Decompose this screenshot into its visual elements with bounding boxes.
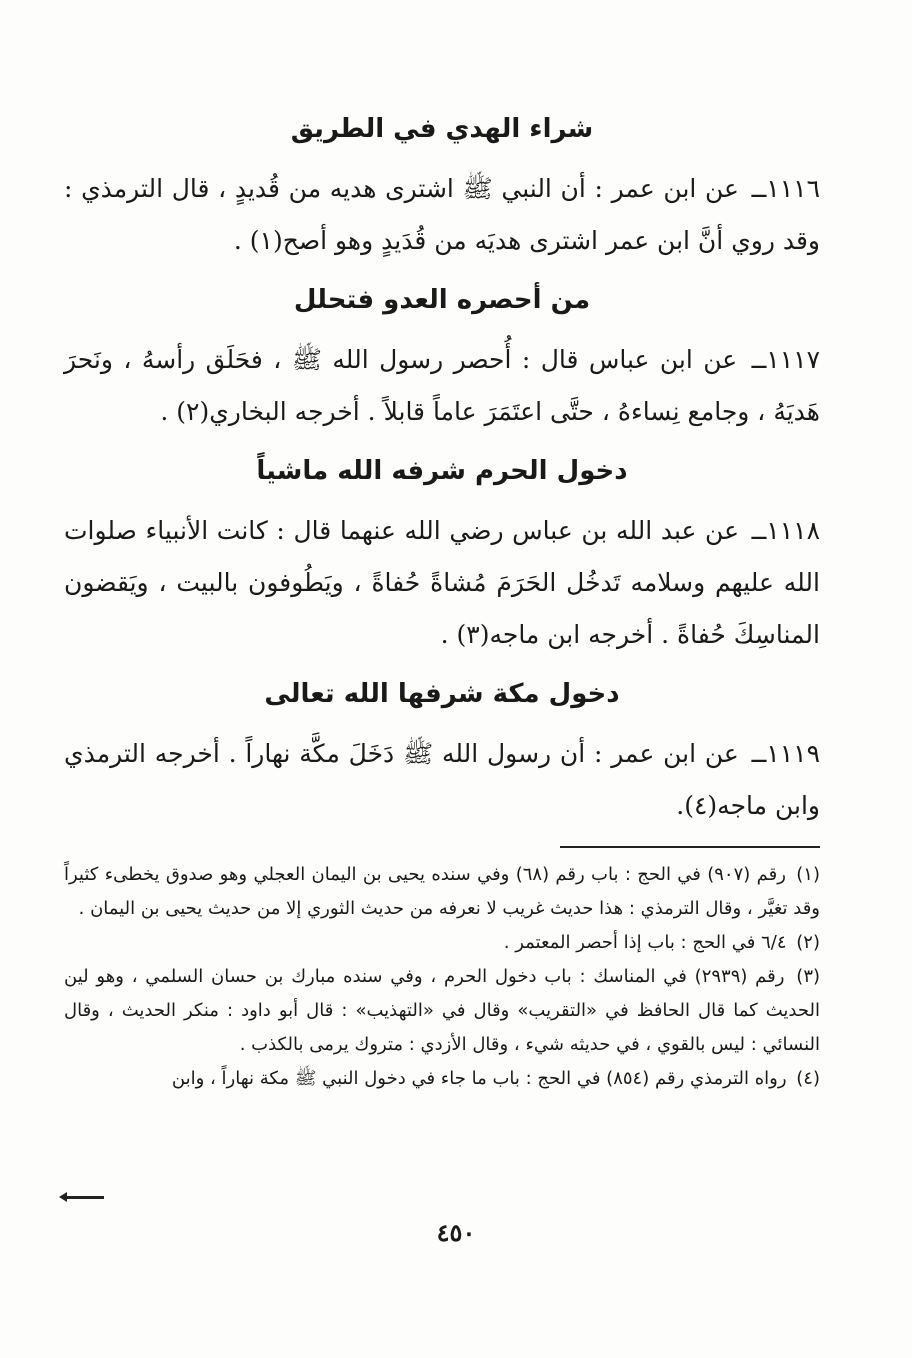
footnote-text: رواه الترمذي رقم (٨٥٤) في الحج : باب ما جاء في دخول النبي ﷺ مكة نهاراً ، وابن <box>171 1068 787 1089</box>
section-2 <box>64 281 820 438</box>
hadith-number: ١١١٧ــ <box>751 345 820 374</box>
hadith-paragraph <box>64 163 820 267</box>
footnote-text: رقم (٢٩٣٩) في المناسك : باب دخول الحرم ، وفي سنده مبارك بن حسان السلمي ، وهو لين الحديث كما قال الحافظ في «التقريب» وقال في «التهذيب» : قال أبو داود : منكر الحديث ، وقال النسائي : ليس بالقوي ، في حديثه شيء ، وقال الأزدي : متروك يرمى بالكذب . <box>64 966 820 1055</box>
hadith-paragraph <box>64 505 820 661</box>
section-3 <box>64 452 820 661</box>
footnote <box>64 960 820 1062</box>
footnote <box>64 1062 820 1096</box>
section-heading: دخول الحرم شرفه الله ماشياً <box>256 456 628 486</box>
hadith-number: ١١١٩ــ <box>751 739 820 768</box>
footnote <box>64 926 820 960</box>
footnotes <box>64 858 820 1096</box>
hadith-paragraph <box>64 728 820 832</box>
footnote-marker: (٣) <box>796 966 821 987</box>
footnote-marker: (١) <box>796 864 820 885</box>
section-1 <box>64 110 820 267</box>
footnote-marker: (٢) <box>796 932 820 953</box>
continuation-arrow-icon <box>66 1196 104 1199</box>
hadith-paragraph <box>64 334 820 438</box>
footnote-text: رقم (٩٠٧) في الحج : باب رقم (٦٨) وفي سنده يحيى بن اليمان العجلي وهو صدوق يخطىء كثيراً وقد تغيَّر ، وقال الترمذي : هذا حديث غريب لا نعرفه من حديث الثوري إلا من حديث يحيى بن اليمان . <box>64 864 820 919</box>
section-heading: دخول مكة شرفها الله تعالى <box>264 679 620 709</box>
hadith-text: عن ابن عباس قال : أُحصر رسول الله ﷺ ، فحَلَق رأسهُ ، ونَحرَ هَديَهُ ، وجامع نِساءهُ ، حتَّى اعتَمَرَ عاماً قابلاً . أخرجه البخاري(٢) . <box>64 345 820 426</box>
footnote-separator <box>560 846 820 848</box>
footnote <box>64 858 820 926</box>
page-number: ٤٥٠ <box>436 1218 476 1247</box>
hadith-text: عن عبد الله بن عباس رضي الله عنهما قال : كانت الأنبياء صلوات الله عليهم وسلامه تَدخُل الحَرَمَ مُشاةً حُفاةً ، ويَطُوفون بالبيت ، ويَقضون المناسِكَ حُفاةً . أخرجه ابن ماجه(٣) . <box>64 516 820 649</box>
main-text <box>64 110 820 846</box>
footnote-marker: (٤) <box>796 1068 820 1089</box>
section-4 <box>64 675 820 832</box>
footnote-text: ٦/٤ في الحج : باب إذا أحصر المعتمر . <box>503 932 787 953</box>
section-heading: شراء الهدي في الطريق <box>290 114 594 144</box>
hadith-number: ١١١٦ــ <box>751 174 821 203</box>
hadith-text: عن ابن عمر : أن رسول الله ﷺ دَخَلَ مكَّة نهاراً . أخرجه الترمذي وابن ماجه(٤). <box>64 739 820 820</box>
section-heading: من أحصره العدو فتحلل <box>293 285 591 315</box>
hadith-number: ١١١٨ــ <box>751 516 820 545</box>
hadith-text: عن ابن عمر : أن النبي ﷺ اشترى هديه من قُديدٍ ، قال الترمذي : وقد روي أنَّ ابن عمر اشترى هديَه من قُدَيدٍ وهو أصح(١) . <box>64 174 820 255</box>
